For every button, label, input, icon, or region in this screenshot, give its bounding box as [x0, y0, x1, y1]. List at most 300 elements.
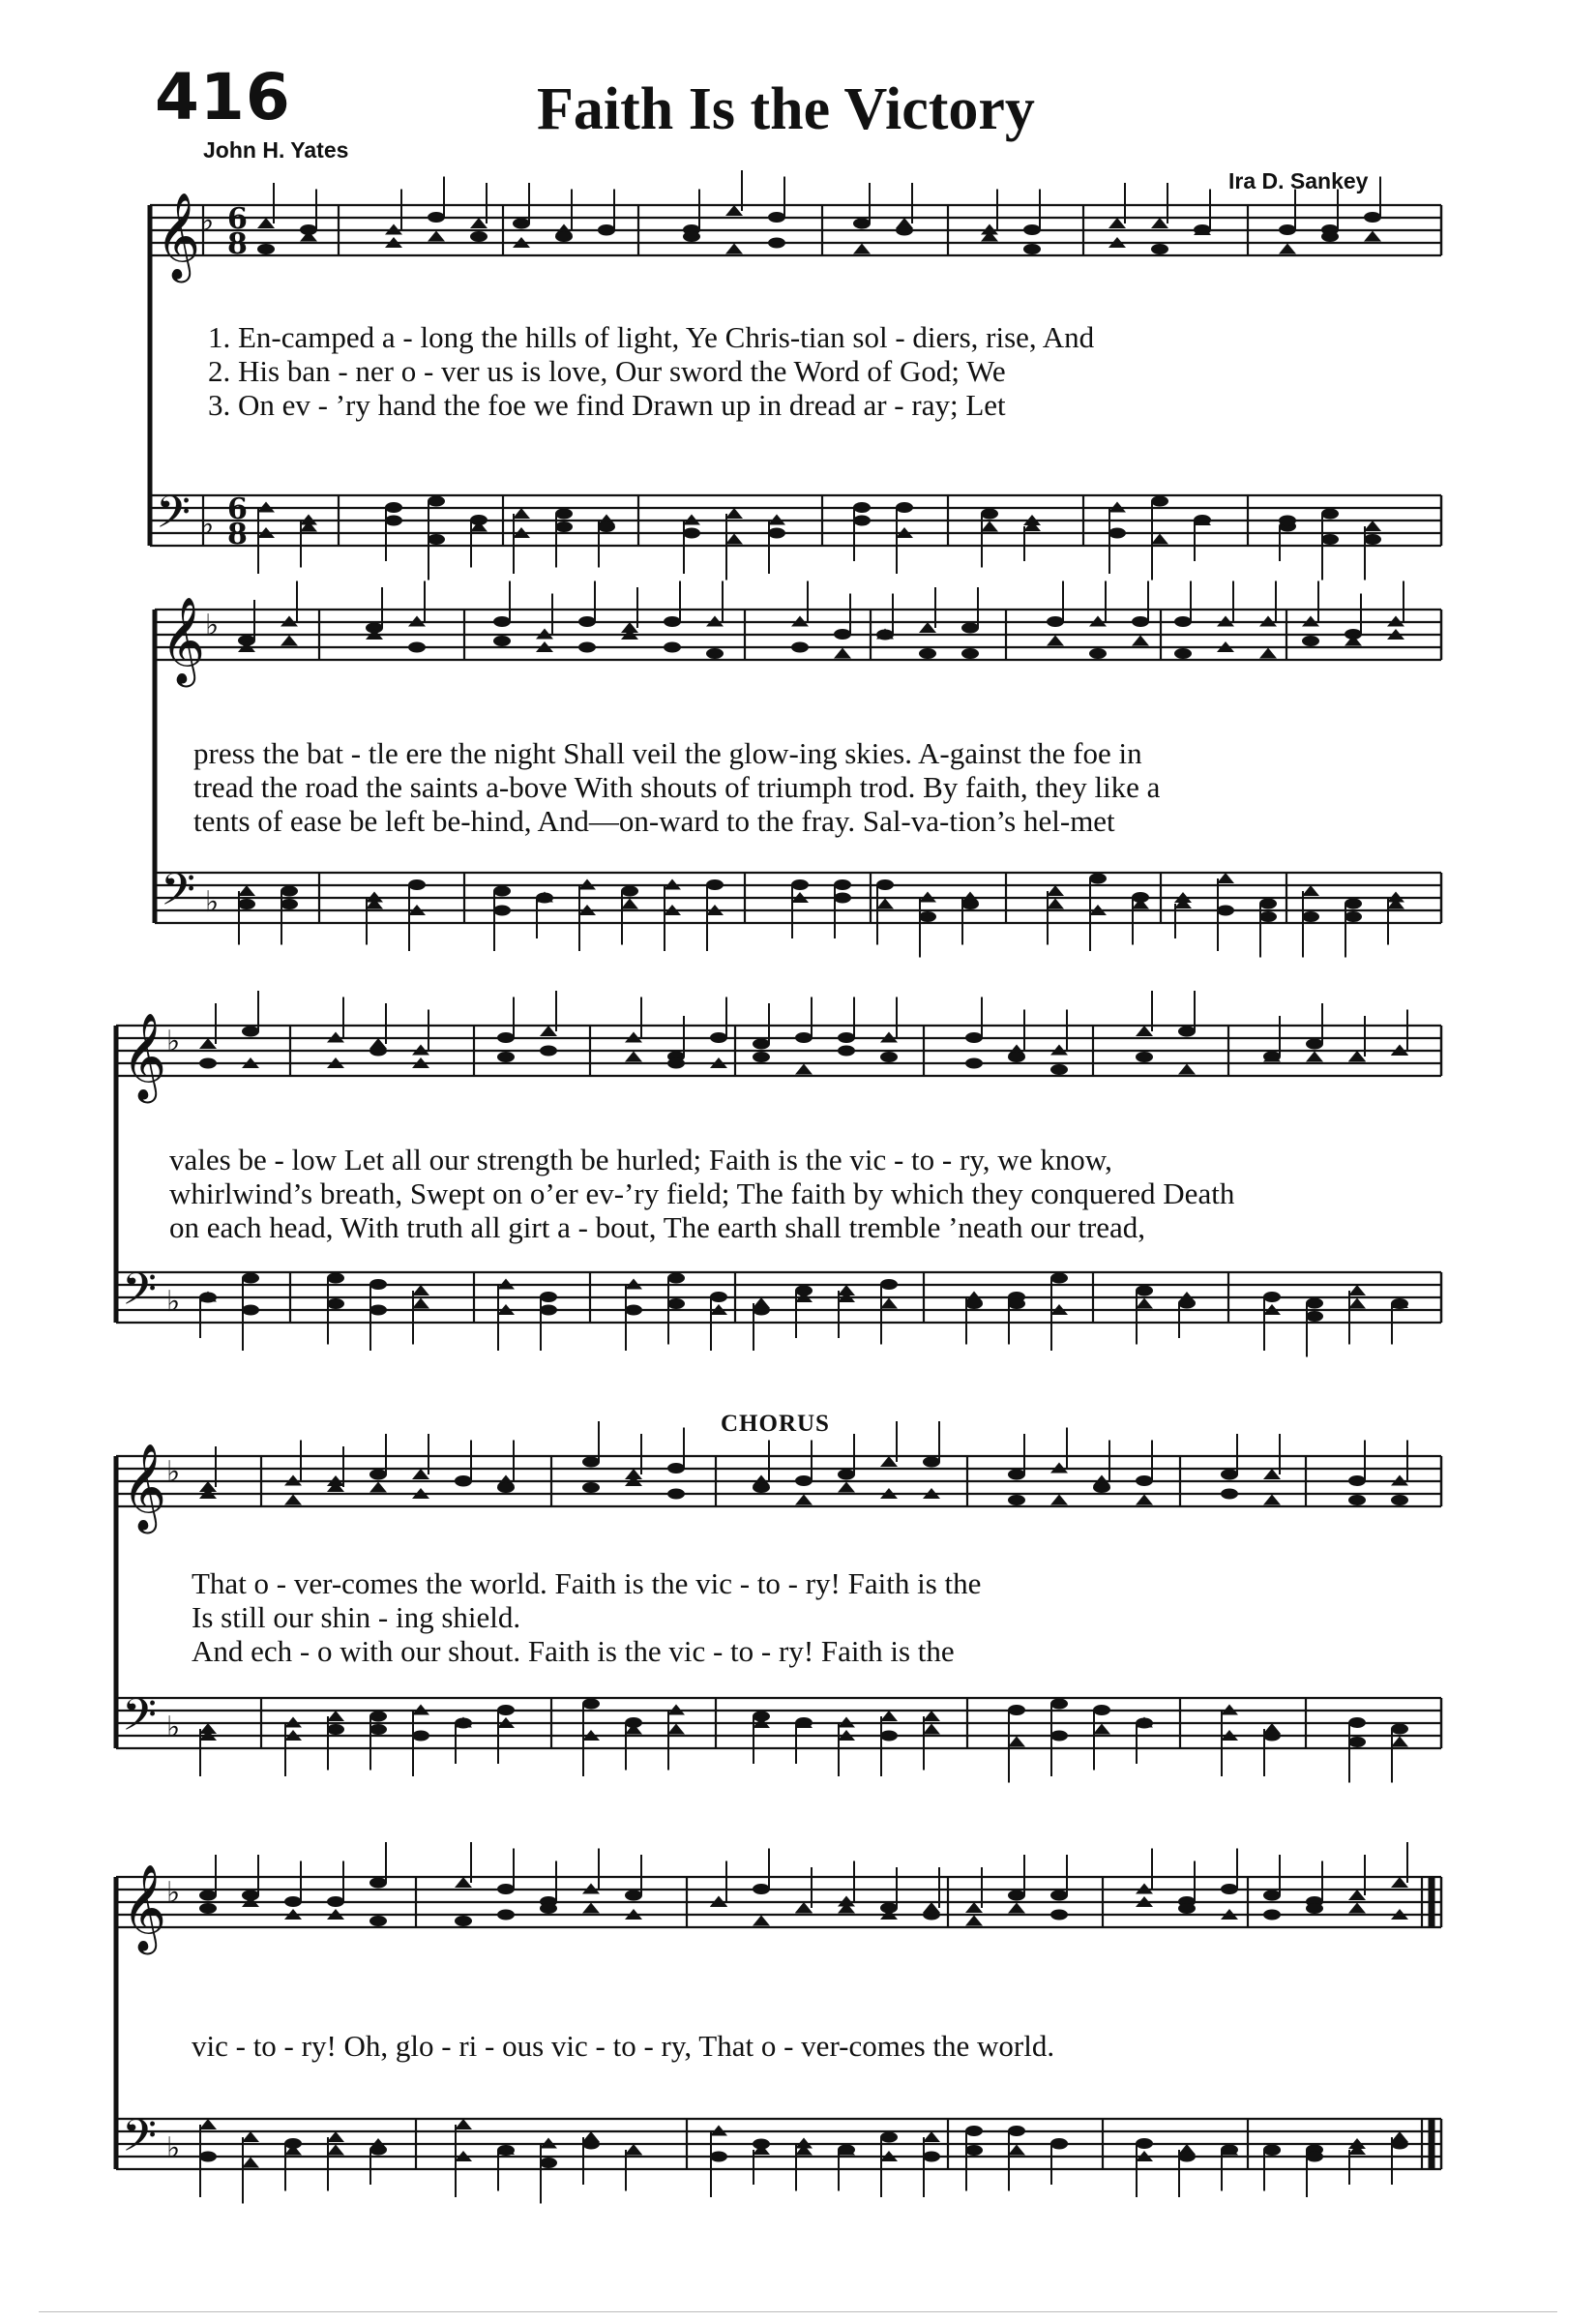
- note-head: [1391, 1298, 1408, 1309]
- note-head: [1136, 1495, 1153, 1505]
- lyric-line: 1. En-camped a - long the hills of light, Ye Chris-tian sol - diers, rise, And: [208, 320, 1095, 354]
- note-head: [1259, 911, 1277, 922]
- note-head: [1136, 1718, 1153, 1729]
- note-head: [834, 893, 851, 904]
- note-head: [1008, 2126, 1025, 2136]
- note-head: [1023, 244, 1041, 254]
- note-head: [1108, 218, 1126, 228]
- lyric-line: That o - ver-comes the world. Faith is the vic - to - ry! Faith is the: [192, 1566, 982, 1600]
- note-head: [327, 2145, 344, 2156]
- note-head: [1050, 2139, 1068, 2150]
- note-head: [257, 244, 275, 254]
- note-head: [1348, 1890, 1366, 1900]
- note-head: [199, 1058, 217, 1069]
- note-head: [1050, 1495, 1068, 1505]
- note-head: [582, 1699, 600, 1710]
- note-head: [1263, 1495, 1281, 1505]
- treble-clef-icon: 𝄞: [161, 597, 206, 684]
- note-head: [1279, 224, 1296, 235]
- note-head: [1008, 1903, 1025, 1914]
- note-head: [1174, 616, 1192, 627]
- note-head: [1306, 1298, 1323, 1309]
- note-head: [753, 1482, 770, 1493]
- note-head: [961, 899, 979, 909]
- note-head: [1151, 534, 1168, 545]
- note-head: [1348, 1285, 1366, 1295]
- time-signature: 8: [227, 227, 248, 261]
- lyric-line: tents of ease be left be-hind, And—on-ward to the fray. Sal-va-tion’s hel-met: [193, 804, 1115, 838]
- note-head: [536, 893, 553, 904]
- note-head: [1132, 616, 1149, 627]
- note-head: [923, 2152, 940, 2162]
- note-head: [1348, 1298, 1366, 1309]
- note-head: [497, 1482, 515, 1493]
- note-head: [369, 1916, 387, 1926]
- note-head: [880, 2132, 898, 2143]
- note-head: [965, 1058, 983, 1069]
- note-head: [753, 1916, 770, 1926]
- note-head: [880, 1711, 898, 1721]
- note-head: [1364, 521, 1381, 531]
- note-head: [791, 642, 809, 653]
- note-head: [428, 212, 445, 223]
- lyric-line: vic - to - ry! Oh, glo - ri - ous vic - to - ry, That o - ver-comes the world.: [192, 2029, 1055, 2063]
- flat-icon: ♭: [166, 1025, 181, 1058]
- note-head: [582, 2139, 600, 2150]
- note-head: [1321, 509, 1339, 520]
- note-head: [664, 616, 681, 627]
- note-head: [1008, 1737, 1025, 1747]
- note-head: [555, 231, 573, 242]
- note-head: [1136, 2138, 1153, 2149]
- note-head: [199, 2119, 217, 2129]
- note-head: [1178, 1027, 1196, 1037]
- note-head: [327, 1896, 344, 1907]
- note-head: [1008, 1052, 1025, 1062]
- note-head: [753, 2139, 770, 2150]
- note-head: [1391, 1737, 1408, 1747]
- flat-icon: ♭: [200, 204, 215, 238]
- note-head: [667, 1058, 685, 1069]
- note-head: [1050, 1273, 1068, 1284]
- note-head: [327, 1724, 344, 1735]
- time-signature: 6: [227, 202, 248, 236]
- note-head: [1364, 231, 1381, 242]
- note-head: [1279, 516, 1296, 526]
- note-head: [838, 1032, 855, 1043]
- note-head: [199, 1293, 217, 1303]
- note-head: [428, 231, 445, 242]
- note-head: [853, 244, 871, 254]
- note-head: [455, 1916, 472, 1926]
- note-head: [664, 642, 681, 653]
- note-head: [281, 899, 298, 909]
- note-head: [880, 1456, 898, 1467]
- lyric-line: Is still our shin - ing shield.: [192, 1600, 521, 1634]
- note-head: [1132, 636, 1149, 646]
- note-head: [582, 1482, 600, 1493]
- note-head: [625, 2145, 642, 2156]
- note-head: [1263, 1890, 1281, 1901]
- note-head: [327, 2131, 344, 2142]
- note-head: [242, 1305, 259, 1316]
- note-head: [455, 1476, 472, 1487]
- composer-credit: Ira D. Sankey: [1228, 168, 1369, 194]
- note-head: [795, 1495, 813, 1505]
- bass-clef-icon: 𝄢: [161, 864, 196, 927]
- note-head: [853, 516, 871, 526]
- note-head: [327, 1711, 344, 1721]
- note-head: [1093, 1482, 1110, 1493]
- note-head: [369, 1470, 387, 1480]
- note-head: [540, 2158, 557, 2168]
- note-head: [1348, 1052, 1366, 1062]
- note-head: [412, 1285, 429, 1295]
- note-head: [1008, 1298, 1025, 1309]
- note-head: [582, 1457, 600, 1468]
- note-head: [791, 879, 809, 890]
- flat-icon: ♭: [205, 609, 220, 642]
- note-head: [555, 509, 573, 520]
- note-head: [412, 1469, 429, 1479]
- lyric-line: press the bat - tle ere the night Shall veil the glow-ing skies. A-gainst the foe in: [193, 736, 1142, 770]
- note-head: [625, 1052, 642, 1062]
- note-head: [497, 2145, 515, 2156]
- treble-clef-icon: 𝄞: [122, 1864, 167, 1951]
- note-head: [1050, 1699, 1068, 1710]
- note-head: [540, 1305, 557, 1316]
- note-head: [1050, 1064, 1068, 1075]
- note-head: [242, 2158, 259, 2168]
- note-head: [1178, 1064, 1196, 1075]
- note-head: [1047, 885, 1064, 896]
- note-head: [578, 642, 596, 653]
- note-head: [493, 616, 511, 627]
- note-head: [768, 238, 785, 249]
- note-head: [1008, 1890, 1025, 1901]
- note-head: [880, 1731, 898, 1742]
- note-head: [1221, 1489, 1238, 1500]
- note-head: [880, 1279, 898, 1290]
- lyric-line: tread the road the saints a-bove With shouts of triumph trod. By faith, they like a: [193, 770, 1161, 804]
- note-head: [1302, 636, 1319, 646]
- note-head: [1345, 899, 1362, 909]
- note-head: [725, 508, 743, 519]
- flat-icon: ♭: [200, 508, 215, 542]
- note-head: [1217, 873, 1234, 883]
- note-head: [497, 1884, 515, 1894]
- flat-icon: ♭: [166, 2131, 181, 2165]
- note-head: [238, 899, 255, 909]
- note-head: [470, 218, 488, 228]
- note-head: [919, 648, 936, 659]
- note-head: [497, 1705, 515, 1715]
- lyric-line: on each head, With truth all girt a - bout, The earth shall tremble ’neath our tread,: [169, 1210, 1146, 1244]
- note-head: [284, 1896, 302, 1907]
- note-head: [1263, 1469, 1281, 1479]
- note-head: [1279, 244, 1296, 254]
- hymn-title: Faith Is the Victory: [537, 76, 1035, 142]
- note-head: [497, 1032, 515, 1043]
- note-head: [838, 1046, 855, 1057]
- note-head: [327, 1298, 344, 1309]
- note-head: [327, 1273, 344, 1284]
- note-head: [513, 508, 530, 519]
- note-head: [919, 622, 936, 633]
- note-head: [625, 1305, 642, 1316]
- note-head: [795, 1475, 813, 1486]
- note-head: [795, 1032, 813, 1043]
- note-head: [923, 1711, 940, 1721]
- note-head: [965, 1902, 983, 1913]
- note-head: [1008, 1495, 1025, 1505]
- note-head: [965, 1298, 983, 1309]
- note-head: [725, 244, 743, 254]
- note-head: [1217, 906, 1234, 916]
- note-head: [853, 219, 871, 229]
- note-head: [876, 630, 894, 640]
- note-head: [369, 1305, 387, 1316]
- note-head: [1348, 1495, 1366, 1505]
- note-head: [1321, 231, 1339, 242]
- note-head: [1321, 534, 1339, 545]
- note-head: [540, 1046, 557, 1057]
- note-head: [1174, 648, 1192, 659]
- note-head: [1306, 1903, 1323, 1914]
- note-head: [540, 1903, 557, 1914]
- note-head: [1306, 1052, 1323, 1062]
- note-head: [428, 496, 445, 507]
- note-head: [1348, 1903, 1366, 1914]
- note-head: [369, 1279, 387, 1290]
- note-head: [768, 528, 785, 539]
- note-head: [725, 534, 743, 545]
- note-head: [1263, 2145, 1281, 2156]
- note-head: [667, 1724, 685, 1735]
- flat-icon: ♭: [205, 885, 220, 919]
- note-head: [1263, 1910, 1281, 1920]
- bass-clef-icon: 𝄢: [122, 2110, 158, 2173]
- note-head: [1221, 1470, 1238, 1480]
- note-head: [428, 534, 445, 545]
- note-head: [369, 1046, 387, 1057]
- bass-clef-icon: 𝄢: [122, 1264, 158, 1326]
- note-head: [598, 225, 615, 236]
- note-head: [1259, 899, 1277, 909]
- flat-icon: ♭: [166, 1876, 181, 1910]
- note-head: [199, 1890, 217, 1901]
- note-head: [1221, 1884, 1238, 1894]
- note-head: [281, 886, 298, 897]
- note-head: [582, 1903, 600, 1914]
- music-system-5: [0, 1819, 1596, 2225]
- note-head: [412, 1731, 429, 1742]
- note-head: [838, 1470, 855, 1480]
- note-head: [238, 885, 255, 896]
- note-head: [1008, 2145, 1025, 2156]
- note-head: [1391, 1724, 1408, 1735]
- note-head: [683, 231, 700, 242]
- note-head: [408, 879, 426, 890]
- lyric-line: vales be - low Let all our strength be hurled; Faith is the vic - to - ry, we know,: [169, 1143, 1112, 1176]
- note-head: [795, 1903, 813, 1914]
- note-head: [919, 911, 936, 922]
- note-head: [1050, 1910, 1068, 1920]
- note-head: [1136, 1052, 1153, 1062]
- note-head: [199, 1038, 217, 1049]
- note-head: [1136, 1286, 1153, 1296]
- note-head: [965, 2126, 983, 2136]
- note-head: [961, 623, 979, 634]
- note-head: [1047, 636, 1064, 646]
- lyric-line: 2. His ban - ner o - ver us is love, Our sword the Word of God; We: [208, 354, 1006, 388]
- note-head: [1050, 1731, 1068, 1742]
- note-head: [1348, 1475, 1366, 1486]
- time-signature: 6: [227, 492, 248, 526]
- note-head: [965, 2145, 983, 2156]
- note-head: [1023, 224, 1041, 235]
- note-head: [710, 1032, 727, 1043]
- note-head: [753, 1305, 770, 1316]
- note-head: [578, 616, 596, 627]
- note-head: [1008, 1470, 1025, 1480]
- note-head: [1151, 218, 1168, 228]
- note-head: [540, 1292, 557, 1302]
- note-head: [281, 636, 298, 646]
- note-head: [896, 225, 913, 236]
- note-head: [876, 879, 894, 890]
- note-head: [1306, 1039, 1323, 1050]
- note-head: [1263, 1731, 1281, 1742]
- staff-group: [116, 1842, 1441, 2204]
- note-head: [555, 521, 573, 532]
- note-head: [667, 1489, 685, 1500]
- bass-clef-icon: 𝄢: [122, 1689, 158, 1752]
- note-head: [923, 1457, 940, 1468]
- note-head: [369, 1724, 387, 1735]
- note-head: [1136, 1298, 1153, 1309]
- note-head: [199, 2152, 217, 2162]
- time-signature: 8: [227, 518, 248, 551]
- note-head: [455, 2119, 472, 2129]
- note-head: [834, 629, 851, 640]
- note-head: [1306, 2152, 1323, 2162]
- note-head: [667, 1298, 685, 1309]
- note-head: [257, 218, 275, 228]
- note-head: [493, 636, 511, 646]
- note-head: [493, 906, 511, 916]
- lyric-line: 3. On ev - ’ry hand the foe we find Drawn up in dread ar - ray; Let: [208, 388, 1006, 422]
- note-head: [795, 1064, 813, 1075]
- note-head: [1348, 1737, 1366, 1747]
- note-head: [667, 1273, 685, 1284]
- note-head: [1047, 899, 1064, 909]
- note-head: [1345, 911, 1362, 922]
- note-head: [838, 1482, 855, 1493]
- note-head: [753, 1052, 770, 1062]
- note-head: [408, 642, 426, 653]
- note-head: [1178, 1903, 1196, 1914]
- hymn-number: 416: [155, 60, 291, 134]
- note-head: [385, 516, 402, 526]
- note-head: [1302, 885, 1319, 896]
- note-head: [1089, 874, 1107, 884]
- note-head: [369, 1712, 387, 1722]
- note-head: [1151, 244, 1168, 254]
- flat-icon: ♭: [166, 1285, 181, 1319]
- note-head: [1306, 1311, 1323, 1322]
- note-head: [621, 886, 638, 897]
- note-head: [1093, 1705, 1110, 1715]
- note-head: [876, 899, 894, 909]
- note-head: [880, 1298, 898, 1309]
- flat-icon: ♭: [166, 1711, 181, 1744]
- note-head: [369, 1482, 387, 1493]
- note-head: [1348, 1717, 1366, 1728]
- note-head: [683, 528, 700, 539]
- note-head: [1093, 1724, 1110, 1735]
- note-head: [242, 2131, 259, 2142]
- note-head: [1151, 496, 1168, 507]
- note-head: [1259, 648, 1277, 659]
- note-head: [455, 1718, 472, 1729]
- note-head: [1089, 648, 1107, 659]
- note-head: [923, 1910, 940, 1920]
- note-head: [880, 1052, 898, 1062]
- note-head: [412, 1298, 429, 1309]
- note-head: [199, 1903, 217, 1914]
- bass-clef-icon: 𝄢: [156, 487, 192, 550]
- note-head: [768, 212, 785, 223]
- note-head: [1136, 1475, 1153, 1486]
- note-head: [1108, 528, 1126, 539]
- note-head: [497, 1052, 515, 1062]
- note-head: [834, 879, 851, 890]
- note-head: [1008, 1705, 1025, 1715]
- note-head: [385, 502, 402, 513]
- note-head: [981, 509, 998, 520]
- note-head: [369, 1878, 387, 1889]
- note-head: [753, 1039, 770, 1050]
- note-head: [470, 231, 488, 242]
- note-head: [965, 1916, 983, 1926]
- note-head: [1136, 1026, 1153, 1036]
- treble-clef-icon: 𝄞: [122, 1444, 167, 1531]
- note-head: [981, 521, 998, 532]
- flat-icon: ♭: [166, 1455, 181, 1489]
- note-head: [242, 1027, 259, 1037]
- note-head: [753, 1884, 770, 1894]
- note-head: [834, 648, 851, 659]
- author-credit: John H. Yates: [203, 137, 349, 163]
- lyric-line: whirlwind’s breath, Swept on o’er ev-’ry field; The faith by which they conquered Death: [169, 1176, 1235, 1210]
- note-head: [1263, 1292, 1281, 1302]
- note-head: [710, 1292, 727, 1302]
- treble-clef-icon: 𝄞: [122, 1013, 167, 1100]
- note-head: [1364, 534, 1381, 545]
- note-head: [1047, 616, 1064, 627]
- chorus-label: CHORUS: [721, 1411, 830, 1437]
- note-head: [540, 1026, 557, 1036]
- note-head: [853, 502, 871, 513]
- note-head: [1391, 2139, 1408, 2150]
- note-head: [598, 521, 615, 532]
- note-head: [961, 648, 979, 659]
- note-head: [513, 219, 530, 229]
- treble-clef-icon: 𝄞: [156, 193, 201, 280]
- note-head: [706, 648, 724, 659]
- note-head: [1391, 1495, 1408, 1505]
